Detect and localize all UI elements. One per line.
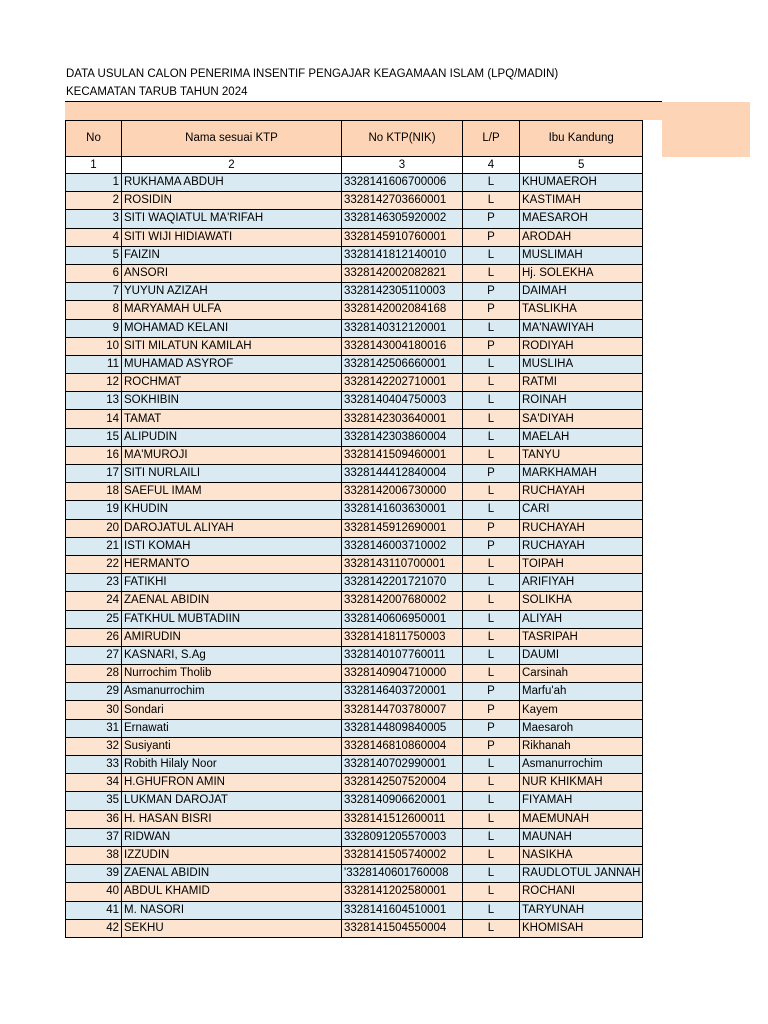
cell-lp: P: [463, 210, 520, 228]
table-row: [66, 210, 643, 228]
cell-nama: RUKHAMA ABDUH: [122, 174, 342, 192]
table-row: [66, 428, 643, 446]
cell-ktp: 3328140904710000: [342, 665, 463, 683]
table-row: [66, 555, 643, 573]
cell-no: 13: [66, 392, 122, 410]
cell-lp: L: [463, 846, 520, 864]
table-row: [66, 701, 643, 719]
cell-ibu: MAELAH: [520, 428, 643, 446]
cell-lp: P: [463, 283, 520, 301]
cell-no: 34: [66, 774, 122, 792]
cell-no: 2: [66, 192, 122, 210]
cell-lp: L: [463, 392, 520, 410]
table-row: [66, 774, 643, 792]
table-row: [66, 410, 643, 428]
cell-lp: P: [463, 465, 520, 483]
table-row: [66, 537, 643, 555]
table-row: [66, 483, 643, 501]
table-row: [66, 446, 643, 464]
cell-ktp: 3328146810860004: [342, 737, 463, 755]
column-number: 1: [66, 157, 122, 174]
table-row: [66, 828, 643, 846]
table-row: [66, 646, 643, 664]
cell-ibu: SOLIKHA: [520, 592, 643, 610]
cell-ibu: RUCHAYAH: [520, 519, 643, 537]
cell-no: 5: [66, 246, 122, 264]
cell-ibu: Kayem: [520, 701, 643, 719]
cell-lp: L: [463, 756, 520, 774]
cell-ibu: MAESAROH: [520, 210, 643, 228]
cell-ibu: Rikhanah: [520, 737, 643, 755]
cell-nama: SITI WAQIATUL MA'RIFAH: [122, 210, 342, 228]
cell-no: 10: [66, 337, 122, 355]
table-row: [66, 756, 643, 774]
cell-ktp: 3328142506660001: [342, 355, 463, 373]
cell-ibu: KASTIMAH: [520, 192, 643, 210]
cell-lp: L: [463, 501, 520, 519]
cell-ktp: 3328141812140010: [342, 246, 463, 264]
cell-lp: P: [463, 683, 520, 701]
cell-nama: LUKMAN DAROJAT: [122, 792, 342, 810]
column-number: 4: [463, 157, 520, 174]
table-row: [66, 610, 643, 628]
cell-nama: Susiyanti: [122, 737, 342, 755]
cell-ibu: ARODAH: [520, 228, 643, 246]
cell-no: 1: [66, 174, 122, 192]
cell-no: 8: [66, 301, 122, 319]
cell-no: 27: [66, 646, 122, 664]
cell-lp: P: [463, 228, 520, 246]
cell-no: 14: [66, 410, 122, 428]
cell-no: 20: [66, 519, 122, 537]
table-row: [66, 628, 643, 646]
header-no: No: [66, 121, 122, 157]
cell-ibu: TASRIPAH: [520, 628, 643, 646]
cell-nama: FATKHUL MUBTADIIN: [122, 610, 342, 628]
cell-no: 18: [66, 483, 122, 501]
cell-no: 23: [66, 574, 122, 592]
cell-ktp: 3328146305920002: [342, 210, 463, 228]
cell-nama: SITI WIJI HIDIAWATI: [122, 228, 342, 246]
table-row: [66, 174, 643, 192]
cell-nama: ALIPUDIN: [122, 428, 342, 446]
cell-ibu: CARI: [520, 501, 643, 519]
cell-ibu: TOIPAH: [520, 555, 643, 573]
cell-nama: Ernawati: [122, 719, 342, 737]
cell-no: 40: [66, 883, 122, 901]
cell-no: 32: [66, 737, 122, 755]
cell-ktp: 3328142007680002: [342, 592, 463, 610]
cell-lp: L: [463, 919, 520, 937]
cell-no: 11: [66, 355, 122, 373]
cell-ktp: 3328143110700001: [342, 555, 463, 573]
table-row: [66, 865, 643, 883]
cell-lp: L: [463, 665, 520, 683]
cell-ibu: ROCHANI: [520, 883, 643, 901]
cell-no: 17: [66, 465, 122, 483]
cell-no: 6: [66, 264, 122, 282]
cell-nama: IZZUDIN: [122, 846, 342, 864]
cell-nama: HERMANTO: [122, 555, 342, 573]
cell-nama: AMIRUDIN: [122, 628, 342, 646]
cell-ktp: 3328144703780007: [342, 701, 463, 719]
cell-ktp: 3328141505740002: [342, 846, 463, 864]
cell-lp: P: [463, 719, 520, 737]
table-row: [66, 301, 643, 319]
cell-lp: L: [463, 410, 520, 428]
cell-ibu: RAUDLOTUL JANNAH: [520, 865, 643, 883]
cell-lp: L: [463, 792, 520, 810]
cell-ibu: TARYUNAH: [520, 901, 643, 919]
cell-no: 22: [66, 555, 122, 573]
cell-lp: P: [463, 519, 520, 537]
table-row: [66, 792, 643, 810]
cell-nama: Robith Hilaly Noor: [122, 756, 342, 774]
cell-lp: L: [463, 610, 520, 628]
cell-nama: H.GHUFRON AMIN: [122, 774, 342, 792]
cell-no: 29: [66, 683, 122, 701]
column-number: 5: [520, 157, 643, 174]
cell-ktp: 3328140702990001: [342, 756, 463, 774]
header-lp: L/P: [463, 121, 520, 157]
cell-ktp: 3328142303860004: [342, 428, 463, 446]
cell-nama: DAROJATUL ALIYAH: [122, 519, 342, 537]
cell-lp: L: [463, 246, 520, 264]
cell-no: 33: [66, 756, 122, 774]
cell-ibu: RODIYAH: [520, 337, 643, 355]
cell-ibu: TANYU: [520, 446, 643, 464]
cell-no: 4: [66, 228, 122, 246]
cell-lp: L: [463, 828, 520, 846]
cell-no: 9: [66, 319, 122, 337]
cell-no: 37: [66, 828, 122, 846]
cell-ibu: MAUNAH: [520, 828, 643, 846]
cell-ktp: 3328142006730000: [342, 483, 463, 501]
cell-ibu: DAIMAH: [520, 283, 643, 301]
cell-nama: H. HASAN BISRI: [122, 810, 342, 828]
cell-no: 35: [66, 792, 122, 810]
cell-ktp: 3328142002084168: [342, 301, 463, 319]
cell-no: 26: [66, 628, 122, 646]
cell-lp: L: [463, 192, 520, 210]
cell-no: 24: [66, 592, 122, 610]
cell-ktp: 3328141606700006: [342, 174, 463, 192]
cell-ktp: 3328141811750003: [342, 628, 463, 646]
cell-nama: ISTI KOMAH: [122, 537, 342, 555]
cell-nama: MUHAMAD ASYROF: [122, 355, 342, 373]
cell-ibu: Asmanurrochim: [520, 756, 643, 774]
cell-no: 21: [66, 537, 122, 555]
cell-ibu: SA'DIYAH: [520, 410, 643, 428]
cell-ktp: 3328142002082821: [342, 264, 463, 282]
cell-ibu: MAEMUNAH: [520, 810, 643, 828]
cell-ktp: 3328140312120001: [342, 319, 463, 337]
cell-ktp: 3328144809840005: [342, 719, 463, 737]
cell-ktp: 3328142507520004: [342, 774, 463, 792]
header-nama: Nama sesuai KTP: [122, 121, 342, 157]
cell-ktp: 3328140606950001: [342, 610, 463, 628]
cell-ibu: MUSLIHA: [520, 355, 643, 373]
cell-lp: L: [463, 901, 520, 919]
table-row: [66, 683, 643, 701]
cell-lp: L: [463, 446, 520, 464]
cell-ibu: KHUMAEROH: [520, 174, 643, 192]
cell-nama: MARYAMAH ULFA: [122, 301, 342, 319]
table-header-row: [66, 121, 643, 157]
table-row: [66, 246, 643, 264]
cell-ktp: 3328142202710001: [342, 374, 463, 392]
header-band: [65, 102, 662, 120]
table-row: [66, 901, 643, 919]
cell-ktp: 3328142305110003: [342, 283, 463, 301]
cell-ktp: 3328142201721070: [342, 574, 463, 592]
cell-lp: L: [463, 592, 520, 610]
cell-ktp: 3328140906620001: [342, 792, 463, 810]
cell-no: 41: [66, 901, 122, 919]
cell-nama: M. NASORI: [122, 901, 342, 919]
cell-no: 28: [66, 665, 122, 683]
cell-nama: FAIZIN: [122, 246, 342, 264]
cell-ktp: 3328140404750003: [342, 392, 463, 410]
cell-no: 7: [66, 283, 122, 301]
cell-nama: ANSORI: [122, 264, 342, 282]
cell-nama: Sondari: [122, 701, 342, 719]
cell-no: 16: [66, 446, 122, 464]
cell-nama: ABDUL KHAMID: [122, 883, 342, 901]
cell-nama: YUYUN AZIZAH: [122, 283, 342, 301]
document-title: DATA USULAN CALON PENERIMA INSENTIF PENGAJAR KEAGAMAAN ISLAM (LPQ/MADIN): [66, 68, 559, 80]
cell-nama: KASNARI, S.Ag: [122, 646, 342, 664]
table-row: [66, 719, 643, 737]
table-row: [66, 883, 643, 901]
table-row: [66, 283, 643, 301]
table-row: [66, 737, 643, 755]
cell-no: 42: [66, 919, 122, 937]
cell-ktp: 3328141604510001: [342, 901, 463, 919]
cell-ibu: MUSLIMAH: [520, 246, 643, 264]
cell-lp: P: [463, 737, 520, 755]
cell-nama: SOKHIBIN: [122, 392, 342, 410]
cell-no: 38: [66, 846, 122, 864]
cell-ibu: Hj. SOLEKHA: [520, 264, 643, 282]
cell-ibu: ARIFIYAH: [520, 574, 643, 592]
cell-nama: TAMAT: [122, 410, 342, 428]
cell-ktp: 3328142303640001: [342, 410, 463, 428]
cell-ibu: MA'NAWIYAH: [520, 319, 643, 337]
cell-no: 3: [66, 210, 122, 228]
header-ibu: Ibu Kandung: [520, 121, 643, 157]
cell-nama: KHUDIN: [122, 501, 342, 519]
cell-nama: ROSIDIN: [122, 192, 342, 210]
cell-ibu: Maesaroh: [520, 719, 643, 737]
cell-nama: SITI NURLAILI: [122, 465, 342, 483]
cell-ktp: 3328141603630001: [342, 501, 463, 519]
cell-lp: L: [463, 883, 520, 901]
cell-lp: L: [463, 483, 520, 501]
column-number-row: [66, 157, 643, 174]
cell-no: 12: [66, 374, 122, 392]
header-band-extension: [662, 102, 750, 157]
header-ktp: No KTP(NIK): [342, 121, 463, 157]
cell-ktp: 3328146003710002: [342, 537, 463, 555]
cell-ibu: RATMI: [520, 374, 643, 392]
table-row: [66, 574, 643, 592]
table-row: [66, 592, 643, 610]
table-row: [66, 374, 643, 392]
cell-ktp: 3328140107760011: [342, 646, 463, 664]
table-row: [66, 665, 643, 683]
cell-nama: MA'MUROJI: [122, 446, 342, 464]
cell-ktp: 3328143004180016: [342, 337, 463, 355]
table-row: [66, 319, 643, 337]
cell-nama: MOHAMAD KELANI: [122, 319, 342, 337]
cell-lp: L: [463, 774, 520, 792]
document-subtitle: KECAMATAN TARUB TAHUN 2024: [66, 86, 248, 98]
cell-ibu: NASIKHA: [520, 846, 643, 864]
cell-lp: L: [463, 865, 520, 883]
cell-lp: L: [463, 355, 520, 373]
cell-ibu: MARKHAMAH: [520, 465, 643, 483]
cell-nama: SAEFUL IMAM: [122, 483, 342, 501]
table-row: [66, 264, 643, 282]
cell-ibu: ALIYAH: [520, 610, 643, 628]
cell-nama: RIDWAN: [122, 828, 342, 846]
cell-nama: ZAENAL ABIDIN: [122, 592, 342, 610]
cell-nama: Nurrochim Tholib: [122, 665, 342, 683]
cell-ibu: Carsinah: [520, 665, 643, 683]
table-row: [66, 192, 643, 210]
cell-nama: SEKHU: [122, 919, 342, 937]
cell-ktp: 3328141504550004: [342, 919, 463, 937]
recipient-table: [65, 120, 643, 938]
cell-ibu: ROINAH: [520, 392, 643, 410]
cell-ktp: 3328145912690001: [342, 519, 463, 537]
cell-lp: P: [463, 337, 520, 355]
cell-ktp: 3328144412840004: [342, 465, 463, 483]
table-row: [66, 337, 643, 355]
cell-ktp: 3328145910760001: [342, 228, 463, 246]
cell-ibu: RUCHAYAH: [520, 537, 643, 555]
table-row: [66, 846, 643, 864]
cell-lp: L: [463, 174, 520, 192]
table-row: [66, 228, 643, 246]
table-row: [66, 501, 643, 519]
cell-lp: L: [463, 574, 520, 592]
cell-lp: P: [463, 701, 520, 719]
cell-ibu: KHOMISAH: [520, 919, 643, 937]
cell-lp: L: [463, 319, 520, 337]
cell-no: 15: [66, 428, 122, 446]
cell-ktp: 3328146403720001: [342, 683, 463, 701]
cell-ibu: NUR KHIKMAH: [520, 774, 643, 792]
cell-nama: ROCHMAT: [122, 374, 342, 392]
cell-ktp: '3328140601760008: [342, 865, 463, 883]
cell-lp: P: [463, 301, 520, 319]
cell-ibu: TASLIKHA: [520, 301, 643, 319]
cell-nama: ZAENAL ABIDIN: [122, 865, 342, 883]
cell-lp: L: [463, 810, 520, 828]
cell-lp: P: [463, 537, 520, 555]
cell-nama: FATIKHI: [122, 574, 342, 592]
table-row: [66, 810, 643, 828]
column-number: 3: [342, 157, 463, 174]
cell-no: 25: [66, 610, 122, 628]
cell-lp: L: [463, 555, 520, 573]
cell-ktp: 3328091205570003: [342, 828, 463, 846]
cell-lp: L: [463, 264, 520, 282]
cell-ibu: FIYAMAH: [520, 792, 643, 810]
cell-ktp: 3328141509460001: [342, 446, 463, 464]
cell-no: 36: [66, 810, 122, 828]
cell-lp: L: [463, 646, 520, 664]
cell-ktp: 3328142703660001: [342, 192, 463, 210]
column-number: 2: [122, 157, 342, 174]
cell-lp: L: [463, 628, 520, 646]
table-row: [66, 355, 643, 373]
cell-ibu: RUCHAYAH: [520, 483, 643, 501]
cell-no: 39: [66, 865, 122, 883]
table-row: [66, 519, 643, 537]
table-row: [66, 392, 643, 410]
table-row: [66, 465, 643, 483]
cell-ktp: 3328141202580001: [342, 883, 463, 901]
cell-no: 19: [66, 501, 122, 519]
cell-no: 30: [66, 701, 122, 719]
cell-ibu: DAUMI: [520, 646, 643, 664]
cell-ibu: Marfu'ah: [520, 683, 643, 701]
cell-no: 31: [66, 719, 122, 737]
cell-nama: SITI MILATUN KAMILAH: [122, 337, 342, 355]
cell-ktp: 3328141512600011: [342, 810, 463, 828]
cell-nama: Asmanurrochim: [122, 683, 342, 701]
cell-lp: L: [463, 428, 520, 446]
cell-lp: L: [463, 374, 520, 392]
table-row: [66, 919, 643, 937]
